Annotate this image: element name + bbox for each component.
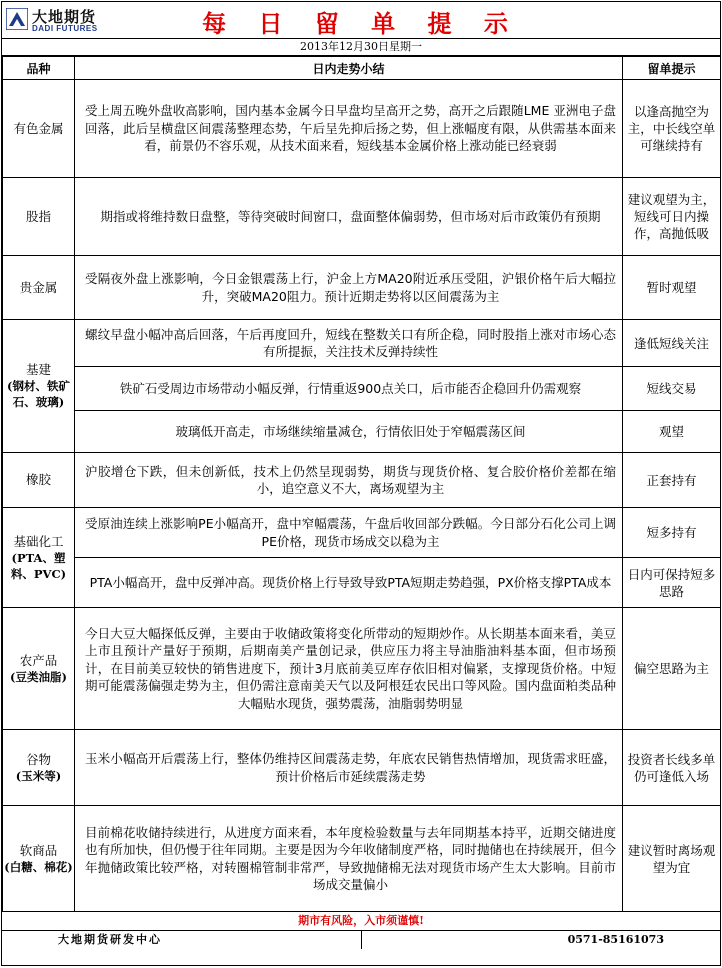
table-row xyxy=(3,411,721,453)
category-name: 贵金属 xyxy=(19,279,58,295)
tip-cell xyxy=(623,730,721,806)
table-row xyxy=(3,508,721,558)
tip-cell xyxy=(623,367,721,411)
tip-cell xyxy=(623,806,721,912)
summary-text: 玉米小幅高开后震荡上行，整体仍维持区间震荡走势，年底农民销售热情增加，现货需求旺盛，预计价格后市延续震荡走势 xyxy=(85,751,616,784)
tip-cell xyxy=(623,411,721,453)
table-row xyxy=(3,558,721,608)
category-subtitle: (玉米等) xyxy=(15,768,62,783)
tip-text: 逢低短线关注 xyxy=(633,335,709,351)
category-name: 有色金属 xyxy=(13,120,64,136)
logo-english-name: DADI FUTURES xyxy=(32,24,98,33)
category-subtitle: (豆类油脂) xyxy=(10,669,67,684)
summary-cell xyxy=(75,320,623,367)
category-cell xyxy=(3,508,75,608)
category-name: 谷物 xyxy=(25,751,51,767)
table-row xyxy=(3,320,721,367)
category-cell xyxy=(3,453,75,508)
summary-text: 铁矿石受周边市场带动小幅反弹，行情重返900点关口，后市能否企稳回升仍需观察 xyxy=(119,380,582,396)
tip-text: 以逢高抛空为主，中长线空单可继续持有 xyxy=(627,104,716,153)
summary-cell xyxy=(75,80,623,178)
summary-text: 受上周五晚外盘收高影响，国内基本金属今日早盘均呈高开之势，高开之后跟随LME 亚洲电子盘回落，此后呈横盘区间震荡整理态势，午后呈先抑后扬之势，但上涨幅度有限，从供需基本面来看，前景仍不容乐观，从技术面来看，短线基本金属价格上涨动能已经衰弱 xyxy=(85,103,616,154)
tip-text: 短多持有 xyxy=(646,525,697,540)
tip-cell xyxy=(623,608,721,730)
category-name: 基础化工 xyxy=(13,533,64,549)
contact-phone: 0571-85161073 xyxy=(567,933,664,946)
tip-cell xyxy=(623,80,721,178)
category-cell xyxy=(3,806,75,912)
summary-text: 今日大豆大幅探低反弹，主要由于收储政策将变化所带动的短期炒作。从长期基本面来看，美豆上市且预计产量好于预期，后期南美产量创记录，供应压力将主导油脂油料基本面，但市场预计，在目前美豆较快的销售进度下，预计3月底前美豆库存依旧相对偏紧，支撑现货价格。中短期可能震荡偏强走势为主，但仍需注意南美天气以及阿根廷农民出口等风险。国内盘面粕类品种大幅贴水现货，强势震荡，油脂弱势明显 xyxy=(85,625,616,711)
footer-divider xyxy=(361,931,362,949)
summary-text: 沪胶增仓下跌，但未创新低，技术上仍然呈现弱势，期货与现货价格、复合胶价格价差都在缩小，追空意义不大，离场观望为主 xyxy=(85,463,616,496)
summary-text: 玻璃低开高走，市场继续缩量减仓，行情依旧处于窄幅震荡区间 xyxy=(175,423,526,439)
summary-cell xyxy=(75,256,623,320)
tip-cell xyxy=(623,320,721,367)
table-row xyxy=(3,608,721,730)
summary-cell xyxy=(75,178,623,256)
category-cell xyxy=(3,730,75,806)
summary-table xyxy=(2,56,721,912)
table-row xyxy=(3,806,721,912)
tip-text: 正套持有 xyxy=(646,472,697,488)
tip-cell xyxy=(623,508,721,558)
category-subtitle: (白糖、棉花) xyxy=(4,859,73,874)
tip-cell xyxy=(623,256,721,320)
table-row xyxy=(3,256,721,320)
category-cell xyxy=(3,608,75,730)
category-name: 股指 xyxy=(25,208,51,224)
summary-cell xyxy=(75,558,623,608)
company-logo xyxy=(6,6,116,34)
summary-cell xyxy=(75,806,623,912)
column-header-tip: 留单提示 xyxy=(623,57,721,80)
summary-cell xyxy=(75,730,623,806)
summary-cell xyxy=(75,508,623,558)
table-row xyxy=(3,453,721,508)
tip-text: 日内可保持短多思路 xyxy=(627,566,716,599)
category-cell xyxy=(3,80,75,178)
summary-text: 期指或将维持数日盘整，等待突破时间窗口，盘面整体偏弱势，但市场对后市政策仍有预期 xyxy=(100,208,601,224)
table-row xyxy=(3,367,721,411)
report-title: 每 日 留 单 提 示 xyxy=(202,10,520,38)
tip-text: 暂时观望 xyxy=(646,280,697,295)
tip-cell xyxy=(623,558,721,608)
logo-chinese-name: 大地期货 xyxy=(32,8,97,26)
table-row xyxy=(3,178,721,256)
tip-text: 建议暂时离场观望为宜 xyxy=(627,842,716,875)
category-name: 软商品 xyxy=(19,842,58,858)
column-header-category: 品种 xyxy=(3,57,75,80)
report-date: 2013年12月30日星期一 xyxy=(2,39,720,56)
category-subtitle: (PTA、塑料、PVC) xyxy=(10,550,67,581)
tip-text: 观望 xyxy=(658,424,684,439)
report-header xyxy=(2,2,720,39)
table-row xyxy=(3,80,721,178)
table-row xyxy=(3,730,721,806)
organization-name: 大地期货研发中心 xyxy=(58,933,162,946)
category-cell xyxy=(3,178,75,256)
tip-cell xyxy=(623,453,721,508)
report-footer xyxy=(2,931,720,949)
category-name: 农产品 xyxy=(19,652,58,668)
summary-cell xyxy=(75,608,623,730)
column-header-summary: 日内走势小结 xyxy=(75,57,623,80)
summary-cell xyxy=(75,411,623,453)
tip-text: 短线交易 xyxy=(646,381,697,396)
summary-cell xyxy=(75,453,623,508)
tip-text: 偏空思路为主 xyxy=(633,661,709,676)
summary-text: 螺纹早盘小幅冲高后回落，午后再度回升，短线在整数关口有所企稳，同时股指上涨对市场心态有所提振，关注技术反弹持续性 xyxy=(85,326,616,359)
category-name: 基建 xyxy=(25,362,51,377)
summary-text: 受原油连续上涨影响PE小幅高开，盘中窄幅震荡，午盘后收回部分跌幅。今日部分石化公司上调PE价格，现货市场成交以稳为主 xyxy=(85,516,616,549)
summary-text: PTA小幅高开，盘中反弹冲高。现货价格上行导致导致PTA短期走势趋强，PX价格支撑PTA成本 xyxy=(89,574,612,590)
dadi-logo-icon xyxy=(6,8,28,30)
risk-warning: 期市有风险，入市须谨慎! xyxy=(2,912,720,931)
tip-text: 投资者长线多单仍可逢低入场 xyxy=(627,751,716,784)
category-cell xyxy=(3,320,75,453)
summary-text: 目前棉花收储持续进行，从进度方面来看，本年度检验数量与去年同期基本持平，近期交储进度也有所加快，但仍慢于往年同期。主要是因为今年收储制度严格，同时抛储也在持续展开，但今年抛储政策比较严格，对转圈棉管制非常严，导致抛储棉无法对现货市场产生太大影响。目前市场成交量偏小 xyxy=(85,824,616,892)
category-name: 橡胶 xyxy=(25,472,51,487)
category-subtitle: (钢材、铁矿石、玻璃) xyxy=(7,379,70,409)
tip-cell xyxy=(623,178,721,256)
summary-cell xyxy=(75,367,623,411)
table-header-row xyxy=(3,57,721,80)
summary-text: 受隔夜外盘上涨影响，今日金银震荡上行，沪金上方MA20附近承压受阻，沪银价格午后大幅拉升，突破MA20阻力。预计近期走势将以区间震荡为主 xyxy=(85,271,616,304)
category-cell xyxy=(3,256,75,320)
report-page xyxy=(1,1,721,966)
tip-text: 建议观望为主，短线可日内操作，高抛低吸 xyxy=(627,192,716,241)
